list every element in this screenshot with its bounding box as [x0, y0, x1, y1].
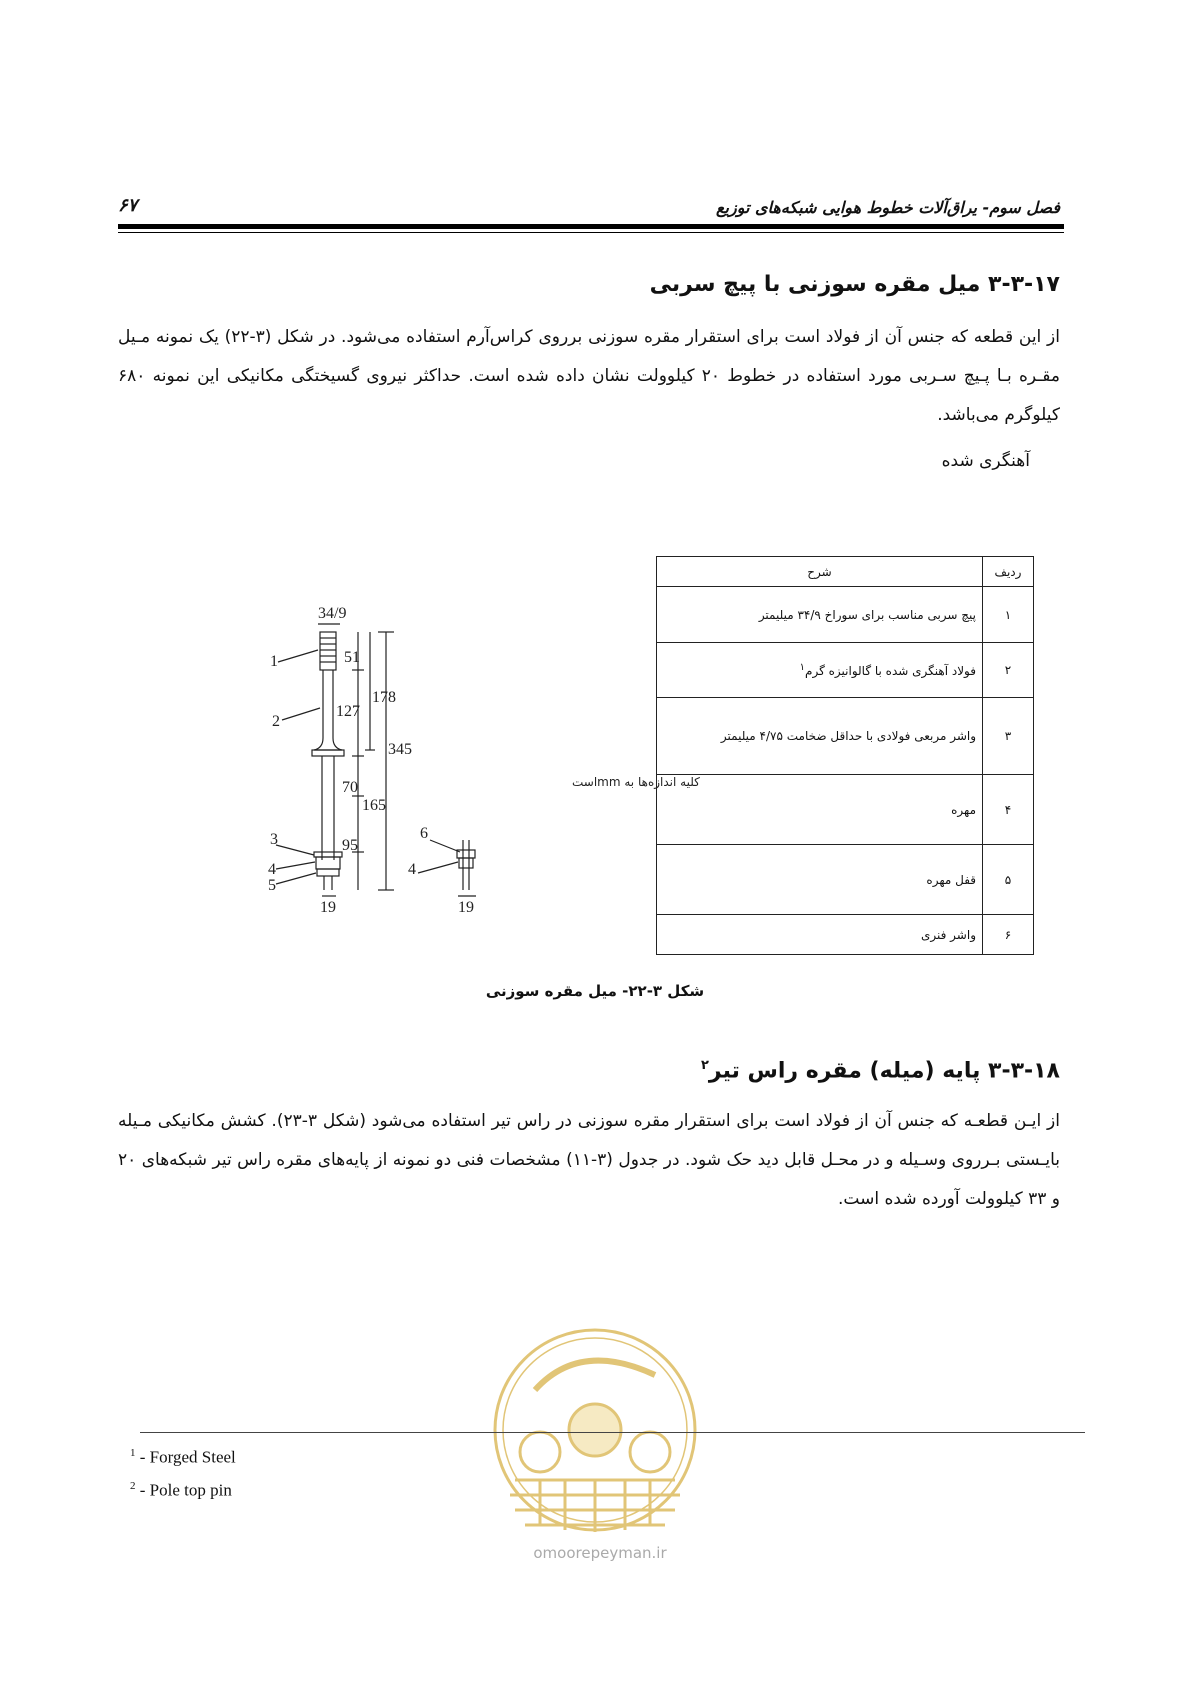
- callout-label: 1: [270, 653, 278, 670]
- footnote-ref: ۱: [799, 662, 806, 673]
- dim-label: 19: [458, 899, 474, 916]
- square-washer: [314, 852, 342, 857]
- dim-label: 178: [372, 689, 396, 706]
- header-index: ردیف: [983, 557, 1034, 587]
- callout-label: 3: [270, 831, 278, 848]
- dim-label: 34/9: [318, 605, 347, 622]
- dim-label: 51: [344, 649, 360, 666]
- callout-label: 2: [272, 713, 280, 730]
- page-number: ۶۷: [118, 195, 138, 216]
- header-rule-thin: [118, 232, 1064, 233]
- callout-label: 6: [420, 825, 428, 842]
- pin-drawing: [268, 590, 700, 930]
- footnote-1: $^1$ - Forged Steel: [130, 1447, 236, 1467]
- watermark-url: omoorepeyman.ir: [533, 1544, 667, 1562]
- detail-nut: [457, 850, 475, 858]
- table-row: ۵ قفل مهره: [657, 845, 1034, 915]
- footnote-rule: [140, 1432, 1085, 1433]
- callout-label: 5: [268, 877, 276, 894]
- lock-nut: [317, 869, 339, 876]
- table-row: ۱ پیچ سربی مناسب برای سوراخ ۳۴/۹ میلیمتر: [657, 587, 1034, 643]
- section-title: پایه (میله) مقره راس تیر: [708, 1058, 981, 1084]
- header-rule: [118, 224, 1064, 229]
- table-row: ۲ فولاد آهنگری شده با گالوانیزه گرم$^۱$: [657, 643, 1034, 698]
- section-title: میل مقره سوزنی با پیچ سربی: [649, 272, 981, 297]
- table-row: ۶ واشر فنری: [657, 915, 1034, 955]
- figure-caption: شکل ۳-۲۲- میل مقره سوزنی: [485, 982, 705, 1000]
- table-row: ۴ مهره: [657, 775, 1034, 845]
- dim-label: 345: [388, 741, 412, 758]
- section-18-paragraph: از ایـن قطعـه که جنس آن از فولاد است برای استقرار مقره سوزنی در راس تیر استفاده می‌شود (شکل ۳-۲۳). کشش مکانیکی مـیله بایـستی بـرروی وسـیله و در محـل قابل دید حک شود. در جدول (۳-۱۱) مشخصات فنی دو نمونه از پایه‌های مقره راس تیر شبکه‌های ۲۰ و ۳۳ کیلوولت آورده شده است.: [118, 1111, 1061, 1209]
- collar: [312, 750, 344, 756]
- section-heading-18: [160, 1058, 1060, 1083]
- dim-label: 95: [342, 837, 358, 854]
- parts-table: [656, 556, 1034, 955]
- table-row: ۳ واشر مربعی فولادی با حداقل ضخامت ۴/۷۵ میلیمتر: [657, 698, 1034, 775]
- header-description: شرح: [657, 557, 983, 587]
- section-heading-17: [160, 272, 1060, 297]
- dim-label: 19: [320, 899, 336, 916]
- section-number: ۳-۳-۱۸: [988, 1058, 1060, 1084]
- running-header-title: فصل سوم- یراق‌آلات خطوط هوایی شبکه‌های توزیع: [716, 198, 1060, 217]
- section-17-note: آهنگری شده: [941, 451, 1030, 471]
- callout-label: 4: [408, 861, 416, 878]
- callout-label: 4: [268, 861, 276, 878]
- section-number: ۳-۳-۱۷: [988, 272, 1060, 297]
- nut: [316, 857, 340, 869]
- units-note: کلیه اندازه‌ها به mmاست: [572, 775, 700, 789]
- dim-label: 70: [342, 779, 358, 796]
- footnote-ref: ۲: [700, 1058, 709, 1073]
- watermark-logo: [480, 1320, 710, 1550]
- footnote-2: $^2$ - Pole top pin: [130, 1480, 232, 1500]
- section-17-paragraph: از این قطعه که جنس آن از فولاد است برای استقرار مقره سوزنی برروی کراس‌آرم استفاده می‌شود. در شکل (۳-۲۲) یک نمونه مـیل مقـره بـا پـیچ سـربی مورد استفاده در خطوط ۲۰ کیلوولت نشان داده شده است. حداکثر نیروی گسیختگی مکانیکی این نمونه ۶۸۰ کیلوگرم می‌باشد.: [118, 327, 1060, 425]
- dim-label: 165: [362, 797, 386, 814]
- dim-label: 127: [336, 703, 360, 720]
- table-header-row: [657, 557, 1034, 587]
- detail-spring-washer: [459, 858, 473, 868]
